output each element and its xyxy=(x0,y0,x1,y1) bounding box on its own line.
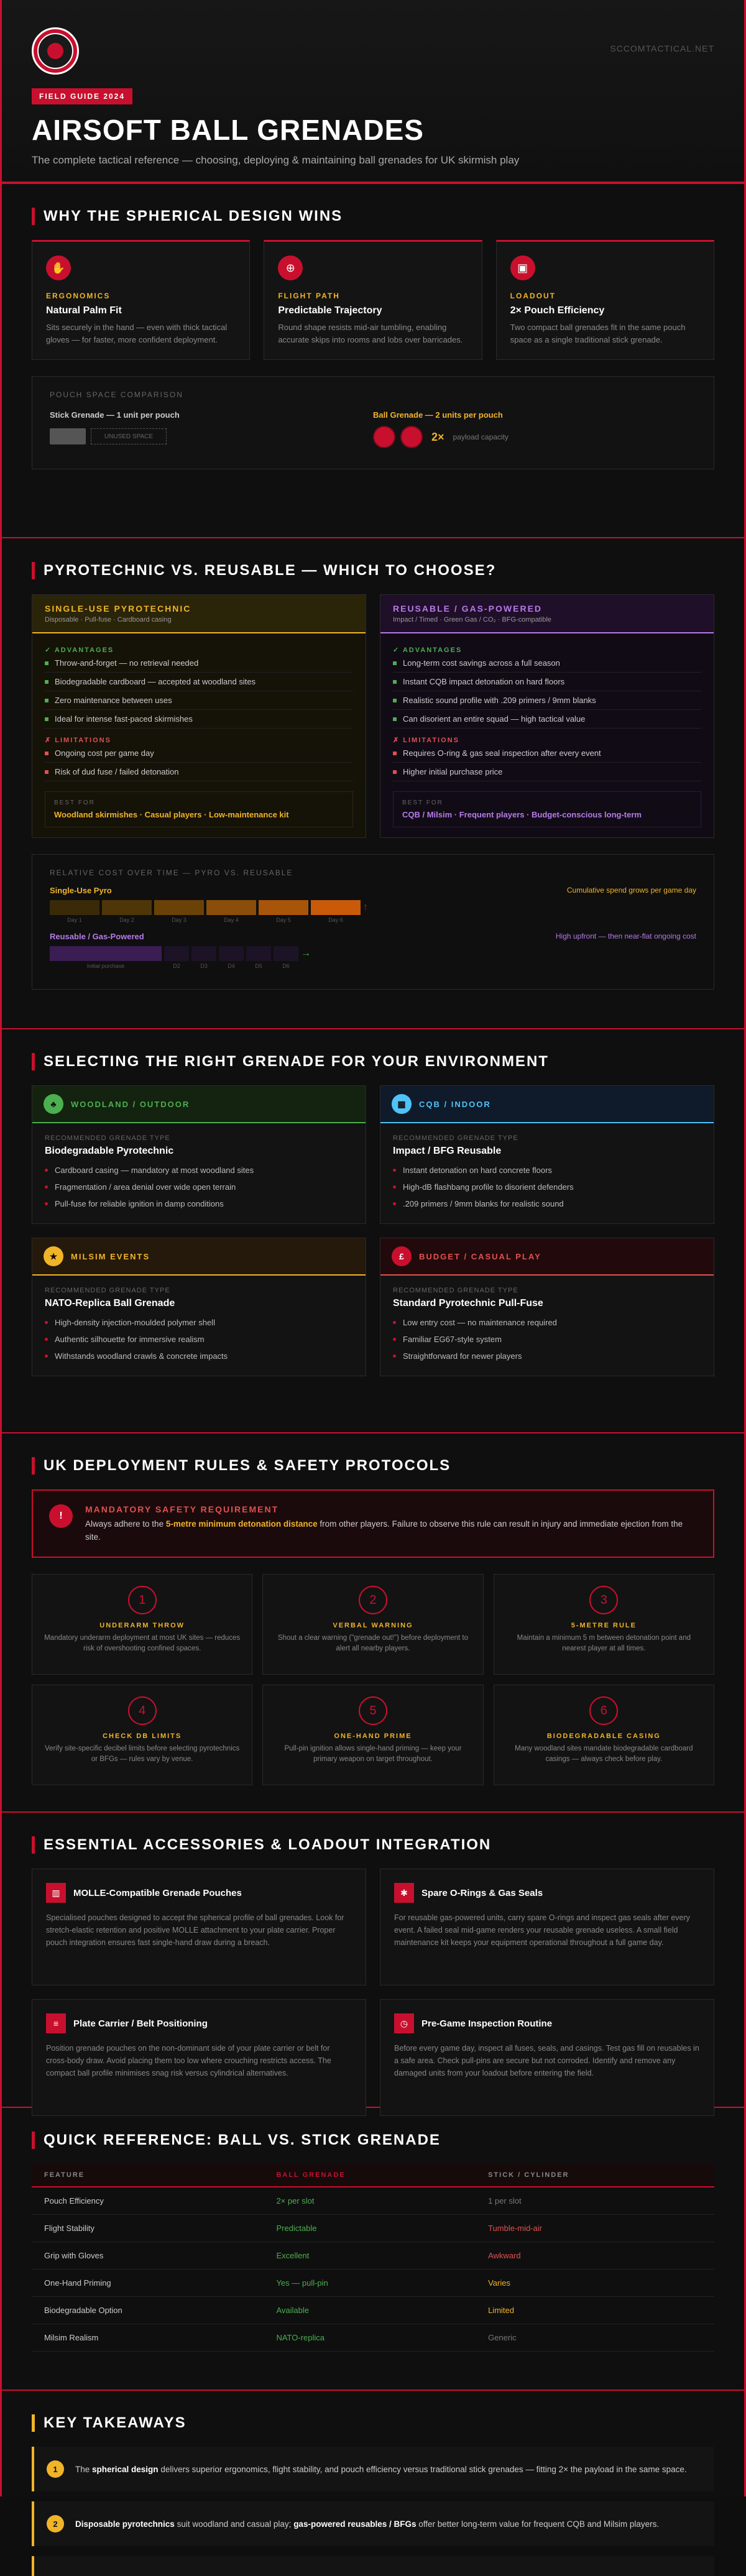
field-guide-badge: FIELD GUIDE 2024 xyxy=(32,88,132,104)
env-body xyxy=(380,1123,714,1223)
reusable-header xyxy=(380,595,714,633)
payload-text: payload capacity xyxy=(453,433,509,441)
table-row xyxy=(32,2187,714,2215)
takeaway-item xyxy=(32,2501,714,2546)
mandatory-title: MANDATORY SAFETY REQUIREMENT xyxy=(85,1504,279,1514)
env-header xyxy=(32,1238,366,1276)
accent-bar xyxy=(32,562,35,579)
hero xyxy=(2,0,744,184)
cost-segment xyxy=(206,900,256,915)
limitation-item: Higher initial purchase price xyxy=(393,763,701,781)
section-heading xyxy=(32,208,714,225)
rule-card xyxy=(494,1574,714,1675)
tk-pre: The xyxy=(75,2464,93,2474)
ball-grenade-icon xyxy=(400,426,423,448)
accent-bar xyxy=(32,208,35,225)
table-title: QUICK REFERENCE: BALL VS. STICK GRENADE xyxy=(44,2132,441,2148)
env-item: Fragmentation / area denial over wide open terrain xyxy=(45,1179,353,1195)
cost-segment xyxy=(154,900,204,915)
best-for-value: CQB / Milsim · Frequent players · Budget-conscious long-term xyxy=(402,810,642,819)
day-label: Day 4 xyxy=(224,917,239,923)
accent-bar xyxy=(32,1053,35,1070)
rule-title: UNDERARM THROW xyxy=(99,1622,185,1629)
ball-cell: NATO-replica xyxy=(264,2324,476,2352)
day-label: D2 xyxy=(173,963,180,969)
grid-icon: ▥ xyxy=(46,1883,66,1903)
pyro-title: SINGLE-USE PYROTECHNIC xyxy=(45,604,191,614)
tk-bold: gas-powered reusables / BFGs xyxy=(293,2519,417,2529)
day-label: D3 xyxy=(200,963,208,969)
pyro-cost-bars xyxy=(50,900,696,915)
ball-cell: 2× per slot xyxy=(264,2187,476,2215)
env-item: Authentic silhouette for immersive realism xyxy=(45,1331,353,1348)
acc-text: Position grenade pouches on the non-dominant side of your plate carrier or belt for cross-body draw. Avoid placing them too low where crouching restricts access. The compact ball profile minimises snag risk versus cylindrical alternatives. xyxy=(46,2044,331,2077)
clock-icon: ◷ xyxy=(394,2013,414,2033)
environment-section xyxy=(2,1029,744,1433)
feature-cell: Milsim Realism xyxy=(32,2324,264,2352)
coin-icon: £ xyxy=(392,1246,412,1266)
rule-text: Maintain a minimum 5 m between detonation point and nearest player at all times. xyxy=(517,1634,691,1653)
rule-title: 5-METRE RULE xyxy=(571,1622,637,1629)
stick-column xyxy=(50,410,373,448)
rec-label: RECOMMENDED GRENADE TYPE xyxy=(45,1287,170,1294)
ball-cell: Available xyxy=(264,2297,476,2324)
acc-text: Before every game day, inspect all fuses, seals, and casings. Test gas fill on reusables in a safe area. Check pull-pins are secure but not corroded. Identify and remove any damaged units from your loadout before entering the field. xyxy=(394,2044,699,2077)
section-heading xyxy=(32,1836,714,1854)
day-label: Day 2 xyxy=(119,917,134,923)
day-label: Day 6 xyxy=(328,917,343,923)
best-for-value: Woodland skirmishes · Casual players · Low-maintenance kit xyxy=(54,810,289,819)
advantage-item: Ideal for intense fast-paced skirmishes xyxy=(45,710,353,729)
rule-number: 5 xyxy=(359,1696,387,1725)
pouch-icon: ▣ xyxy=(510,255,535,280)
env-header xyxy=(380,1086,714,1123)
limitations-label: ✗ LIMITATIONS xyxy=(393,737,459,744)
accessory-card xyxy=(380,1999,714,2116)
column-header: STICK / CYLINDER xyxy=(476,2164,714,2187)
acc-head xyxy=(394,1883,700,1903)
takeaway-number: 2 xyxy=(47,2515,64,2532)
accent-bar xyxy=(32,1457,35,1474)
reusable-option xyxy=(380,594,714,838)
limitation-item: Requires O-ring & gas seal inspection after every event xyxy=(393,744,701,763)
pyro-day-labels xyxy=(50,917,696,923)
ball-column xyxy=(373,410,696,448)
ball-label: Ball Grenade — 2 units per pouch xyxy=(373,410,503,420)
cost-segment xyxy=(259,900,308,915)
feature-cell: Pouch Efficiency xyxy=(32,2187,264,2215)
cost-segment xyxy=(274,946,298,961)
tk-mid: suit woodland and casual play; xyxy=(174,2519,294,2529)
advantage-item: Long-term cost savings across a full season xyxy=(393,654,701,673)
limitations-label: ✗ LIMITATIONS xyxy=(45,737,111,744)
env-item: Instant detonation on hard concrete floors xyxy=(393,1162,701,1179)
env-card-woodland xyxy=(32,1085,366,1224)
advantages-label: ✓ ADVANTAGES xyxy=(45,646,114,654)
mandatory-text-bold: 5-metre minimum detonation distance xyxy=(165,1519,318,1529)
day-label: D5 xyxy=(255,963,262,969)
acc-title: ESSENTIAL ACCESSORIES & LOADOUT INTEGRATION xyxy=(44,1836,492,1853)
accessory-card xyxy=(32,1999,366,2116)
best-for-label: BEST FOR xyxy=(402,799,443,806)
rule-card xyxy=(494,1685,714,1785)
accent-bar xyxy=(32,2132,35,2149)
reusable-cost-row xyxy=(50,932,696,941)
rule-card xyxy=(262,1574,483,1675)
site-logo[interactable] xyxy=(32,27,79,75)
env-item: .209 primers / 9mm blanks for realistic sound xyxy=(393,1195,701,1212)
card-kicker: FLIGHT PATH xyxy=(278,292,340,300)
accessory-card xyxy=(32,1869,366,1985)
acc-head xyxy=(46,1883,352,1903)
card-title: 2× Pouch Efficiency xyxy=(510,305,605,316)
cost-label: RELATIVE COST OVER TIME — PYRO VS. REUSABLE xyxy=(50,868,293,877)
section-heading xyxy=(32,1053,714,1070)
accessory-cards xyxy=(32,1869,714,2116)
day-label: Initial purchase xyxy=(86,963,125,969)
unused-space: UNUSED SPACE xyxy=(91,428,167,444)
design-cards xyxy=(32,240,714,360)
reusable-body xyxy=(380,633,714,837)
rule-text: Many woodland sites mandate biodegradable cardboard casings — always check before play. xyxy=(515,1745,693,1764)
compare-columns xyxy=(32,594,714,838)
advantage-item: Realistic sound profile with .209 primers / 9mm blanks xyxy=(393,691,701,710)
multiplier: 2× xyxy=(431,430,444,443)
rules-section xyxy=(2,1433,744,1813)
stick-cell: Limited xyxy=(476,2297,714,2324)
advantage-item: Throw-and-forget — no retrieval needed xyxy=(45,654,353,673)
takeaway-text xyxy=(75,2519,659,2529)
rule-title: VERBAL WARNING xyxy=(333,1622,413,1629)
day-label: Day 5 xyxy=(276,917,291,923)
best-for-box xyxy=(393,791,701,827)
logo-emblem xyxy=(37,33,73,69)
cost-segment xyxy=(311,900,361,915)
card-text: Round shape resists mid-air tumbling, enabling accurate skips into rooms and lobs over barricades. xyxy=(278,323,463,344)
cost-segment xyxy=(50,900,99,915)
accent-bar xyxy=(32,1836,35,1854)
rule-text: Verify site-specific decibel limits before selecting pyrotechnics or BFGs — rules vary by venue. xyxy=(45,1745,240,1764)
mandatory-text xyxy=(85,1518,697,1544)
card-kicker: LOADOUT xyxy=(510,292,556,300)
feature-cell: Biodegradable Option xyxy=(32,2297,264,2324)
pouch-row xyxy=(50,410,696,448)
feature-card xyxy=(264,240,482,360)
rule-card xyxy=(32,1574,252,1675)
tk-post: offer better long-term value for frequent CQB and Milsim players. xyxy=(416,2519,660,2529)
takeaways-section xyxy=(2,2391,744,2544)
ball-cell: Yes — pull-pin xyxy=(264,2270,476,2297)
env-card-cqb xyxy=(380,1085,714,1224)
stick-cell: Tumble-mid-air xyxy=(476,2215,714,2242)
advantage-item: Can disorient an entire squad — high tactical value xyxy=(393,710,701,729)
compare-section xyxy=(2,538,744,1029)
compare-title: PYROTECHNIC VS. REUSABLE — WHICH TO CHOOSE? xyxy=(44,562,497,579)
advantage-item: Biodegradable cardboard — accepted at woodland sites xyxy=(45,673,353,691)
reusable-sub: Impact / Timed · Green Gas / CO₂ · BFG-compatible xyxy=(393,616,551,623)
stick-cell: Varies xyxy=(476,2270,714,2297)
pouch-comparison xyxy=(32,376,714,469)
pyro-option xyxy=(32,594,366,838)
limitation-item: Ongoing cost per game day xyxy=(45,744,353,763)
cost-segment xyxy=(191,946,216,961)
pyro-body xyxy=(32,633,366,837)
card-title: Natural Palm Fit xyxy=(46,305,122,316)
card-text: Sits securely in the hand — even with thick tactical gloves — for faster, more confident deployment. xyxy=(46,323,228,344)
pouch-label: POUCH SPACE COMPARISON xyxy=(50,390,183,399)
best-for-box xyxy=(45,791,353,827)
env-item: Pull-fuse for reliable ignition in damp conditions xyxy=(45,1195,353,1212)
table-row xyxy=(32,2242,714,2270)
env-item: Familiar EG67-style system xyxy=(393,1331,701,1348)
takeaway-text xyxy=(75,2465,687,2474)
acc-head xyxy=(46,2013,352,2033)
takeaway-number: 1 xyxy=(47,2460,64,2478)
env-type: NATO-Replica Ball Grenade xyxy=(45,1298,175,1309)
cost-segment xyxy=(164,946,189,961)
day-label: Day 1 xyxy=(67,917,82,923)
right-arrow-icon: → xyxy=(301,948,311,959)
env-card-budget xyxy=(380,1238,714,1376)
grenade-icon xyxy=(47,43,63,59)
rule-grid xyxy=(32,1574,714,1785)
acc-name: Pre-Game Inspection Routine xyxy=(421,2018,553,2029)
env-title: SELECTING THE RIGHT GRENADE FOR YOUR ENVIRONMENT xyxy=(44,1053,549,1070)
env-card-milsim xyxy=(32,1238,366,1376)
day-label: D6 xyxy=(282,963,290,969)
reusable-cost-bars xyxy=(50,946,696,961)
cost-over-time xyxy=(32,854,714,990)
tree-icon: ♣ xyxy=(44,1094,63,1114)
env-body xyxy=(32,1276,366,1376)
ball-cell: Excellent xyxy=(264,2242,476,2270)
env-type: Impact / BFG Reusable xyxy=(393,1146,502,1156)
day-label: Day 3 xyxy=(172,917,186,923)
building-icon: ▦ xyxy=(392,1094,412,1114)
mandatory-warning xyxy=(32,1489,714,1558)
stick-cell: Generic xyxy=(476,2324,714,2352)
mandatory-text-post: from other players. Failure to observe this rule can result in injury and immediate ejection from the site. xyxy=(85,1519,683,1542)
env-name: MILSIM EVENTS xyxy=(71,1251,150,1261)
site-url[interactable]: SCCOMTACTICAL.NET xyxy=(610,44,714,53)
card-text: Two compact ball grenades fit in the same pouch space as a single traditional stick grenade. xyxy=(510,323,686,344)
env-type: Biodegradable Pyrotechnic xyxy=(45,1146,174,1156)
rule-number: 2 xyxy=(359,1586,387,1614)
section-heading xyxy=(32,2132,714,2149)
tk-mid: delivers superior ergonomics, flight stability, and pouch efficiency versus traditional stick grenades — fitting 2× the payload in the same space. xyxy=(158,2464,687,2474)
env-body xyxy=(380,1276,714,1376)
env-item: High-dB flashbang profile to disorient defenders xyxy=(393,1179,701,1195)
env-header xyxy=(380,1238,714,1276)
ball-visual xyxy=(373,426,696,448)
page-title: AIRSOFT BALL GRENADES xyxy=(32,114,424,146)
table-row xyxy=(32,2270,714,2297)
takeaway-item xyxy=(32,2447,714,2491)
rule-title: CHECK DB LIMITS xyxy=(103,1732,182,1740)
rule-card xyxy=(262,1685,483,1785)
env-item: Cardboard casing — mandatory at most woodland sites xyxy=(45,1162,353,1179)
env-body xyxy=(32,1123,366,1223)
stick-cell: 1 per slot xyxy=(476,2187,714,2215)
cost-segment xyxy=(50,946,162,961)
cost-segment xyxy=(246,946,271,961)
reusable-title: REUSABLE / GAS-POWERED xyxy=(393,604,543,614)
pyro-cost-row xyxy=(50,886,696,895)
env-type: Standard Pyrotechnic Pull-Fuse xyxy=(393,1298,543,1309)
column-header: BALL GRENADE xyxy=(264,2164,476,2187)
card-title: Predictable Trajectory xyxy=(278,305,382,316)
warning-icon: ! xyxy=(49,1504,73,1528)
tk-bold: spherical design xyxy=(92,2464,159,2474)
advantages-label: ✓ ADVANTAGES xyxy=(393,646,463,654)
table-row xyxy=(32,2297,714,2324)
advantage-item: Zero maintenance between uses xyxy=(45,691,353,710)
rule-text: Shout a clear warning ("grenade out!") before deployment to alert all nearby players. xyxy=(277,1634,469,1653)
rule-card xyxy=(32,1685,252,1785)
rec-label: RECOMMENDED GRENADE TYPE xyxy=(393,1287,518,1294)
reference-table xyxy=(32,2164,714,2352)
pyro-sub: Disposable · Pull-fuse · Cardboard casing xyxy=(45,616,172,623)
env-item: Low entry cost — no maintenance required xyxy=(393,1314,701,1331)
feature-cell: Grip with Gloves xyxy=(32,2242,264,2270)
rule-text: Mandatory underarm deployment at most UK sites — reduces risk of overshooting confined spaces. xyxy=(44,1634,241,1653)
best-for-label: BEST FOR xyxy=(54,799,95,806)
rule-number: 3 xyxy=(589,1586,618,1614)
pyro-cost-label: Single-Use Pyro xyxy=(50,886,112,895)
reusable-cost-label: Reusable / Gas-Powered xyxy=(50,932,144,941)
takeaways-title: KEY TAKEAWAYS xyxy=(44,2414,186,2431)
acc-name: Plate Carrier / Belt Positioning xyxy=(73,2018,208,2029)
tk-bold: Disposable pyrotechnics xyxy=(75,2519,175,2529)
section-heading xyxy=(32,2414,714,2432)
limitation-item: Risk of dud fuse / failed detonation xyxy=(45,763,353,781)
acc-text: Specialised pouches designed to accept the spherical profile of ball grenades. Look for stretch-elastic retention and positive MOLLE attachment to your plate carrier. Proper pouch integration ensures fast single-hand draw during a breach. xyxy=(46,1913,344,1947)
card-kicker: ERGONOMICS xyxy=(46,292,111,300)
column-header: FEATURE xyxy=(32,2164,264,2187)
accessory-card xyxy=(380,1869,714,1985)
stick-label: Stick Grenade — 1 unit per pouch xyxy=(50,410,180,420)
section-heading xyxy=(32,562,714,579)
stick-cell: Awkward xyxy=(476,2242,714,2270)
table-header-row xyxy=(32,2164,714,2187)
env-item: Withstands woodland crawls & concrete impacts xyxy=(45,1348,353,1364)
feature-card xyxy=(32,240,250,360)
reusable-day-labels xyxy=(50,963,696,969)
quick-reference-section xyxy=(2,2108,744,2391)
env-name: CQB / INDOOR xyxy=(419,1099,491,1109)
env-name: WOODLAND / OUTDOOR xyxy=(71,1099,190,1109)
advantage-item: Instant CQB impact detonation on hard floors xyxy=(393,673,701,691)
rule-number: 4 xyxy=(128,1696,157,1725)
star-icon: ★ xyxy=(44,1246,63,1266)
accessories-section xyxy=(2,1813,744,2108)
rules-title: UK DEPLOYMENT RULES & SAFETY PROTOCOLS xyxy=(44,1457,451,1474)
env-item: Straightforward for newer players xyxy=(393,1348,701,1364)
stick-visual xyxy=(50,428,373,444)
rule-number: 6 xyxy=(589,1696,618,1725)
table-row xyxy=(32,2215,714,2242)
rule-title: BIODEGRADABLE CASING xyxy=(546,1732,661,1740)
rule-number: 1 xyxy=(128,1586,157,1614)
rule-text: Pull-pin ignition allows single-hand priming — keep your primary weapon on target throughout. xyxy=(284,1745,462,1764)
mandatory-content xyxy=(85,1504,697,1543)
pyro-cost-note: Cumulative spend grows per game day xyxy=(566,886,696,895)
ball-cell: Predictable xyxy=(264,2215,476,2242)
table-row xyxy=(32,2324,714,2352)
up-arrow-icon: ↑ xyxy=(363,902,368,913)
stick-grenade-icon xyxy=(50,428,86,444)
page-subtitle: The complete tactical reference — choosing, deploying & maintaining ball grenades for UK skirmish play xyxy=(32,154,520,166)
env-header xyxy=(32,1086,366,1123)
takeaway-item-partial xyxy=(32,2556,714,2576)
env-item: High-density injection-moulded polymer shell xyxy=(45,1314,353,1331)
design-section xyxy=(2,184,744,538)
crosshair-icon: ⊕ xyxy=(278,255,303,280)
feature-cell: One-Hand Priming xyxy=(32,2270,264,2297)
env-cards xyxy=(32,1085,714,1376)
acc-name: MOLLE-Compatible Grenade Pouches xyxy=(73,1887,242,1898)
cost-segment xyxy=(102,900,152,915)
design-title: WHY THE SPHERICAL DESIGN WINS xyxy=(44,208,343,224)
pyro-header xyxy=(32,595,366,633)
hand-icon: ✋ xyxy=(46,255,71,280)
feature-card xyxy=(496,240,714,360)
section-heading xyxy=(32,1457,714,1474)
mandatory-text-pre: Always adhere to the xyxy=(85,1519,166,1529)
gear-icon: ✱ xyxy=(394,1883,414,1903)
rec-label: RECOMMENDED GRENADE TYPE xyxy=(45,1134,170,1142)
acc-name: Spare O-Rings & Gas Seals xyxy=(421,1887,543,1898)
carrier-icon: ≡ xyxy=(46,2013,66,2033)
rec-label: RECOMMENDED GRENADE TYPE xyxy=(393,1134,518,1142)
reusable-cost-note: High upfront — then near-flat ongoing cost xyxy=(555,932,696,941)
acc-text: For reusable gas-powered units, carry spare O-rings and inspect gas seals after every event. A failed seal mid-game renders your reusable grenade useless. A small field maintenance kit keeps your equipment operational throughout a full game day. xyxy=(394,1913,690,1947)
rule-title: ONE-HAND PRIME xyxy=(334,1732,412,1740)
feature-cell: Flight Stability xyxy=(32,2215,264,2242)
acc-head xyxy=(394,2013,700,2033)
env-name: BUDGET / CASUAL PLAY xyxy=(419,1251,541,1261)
table-body xyxy=(32,2187,714,2352)
cost-segment xyxy=(219,946,244,961)
accent-bar xyxy=(32,2414,35,2432)
ball-grenade-icon xyxy=(373,426,395,448)
day-label: D4 xyxy=(228,963,235,969)
